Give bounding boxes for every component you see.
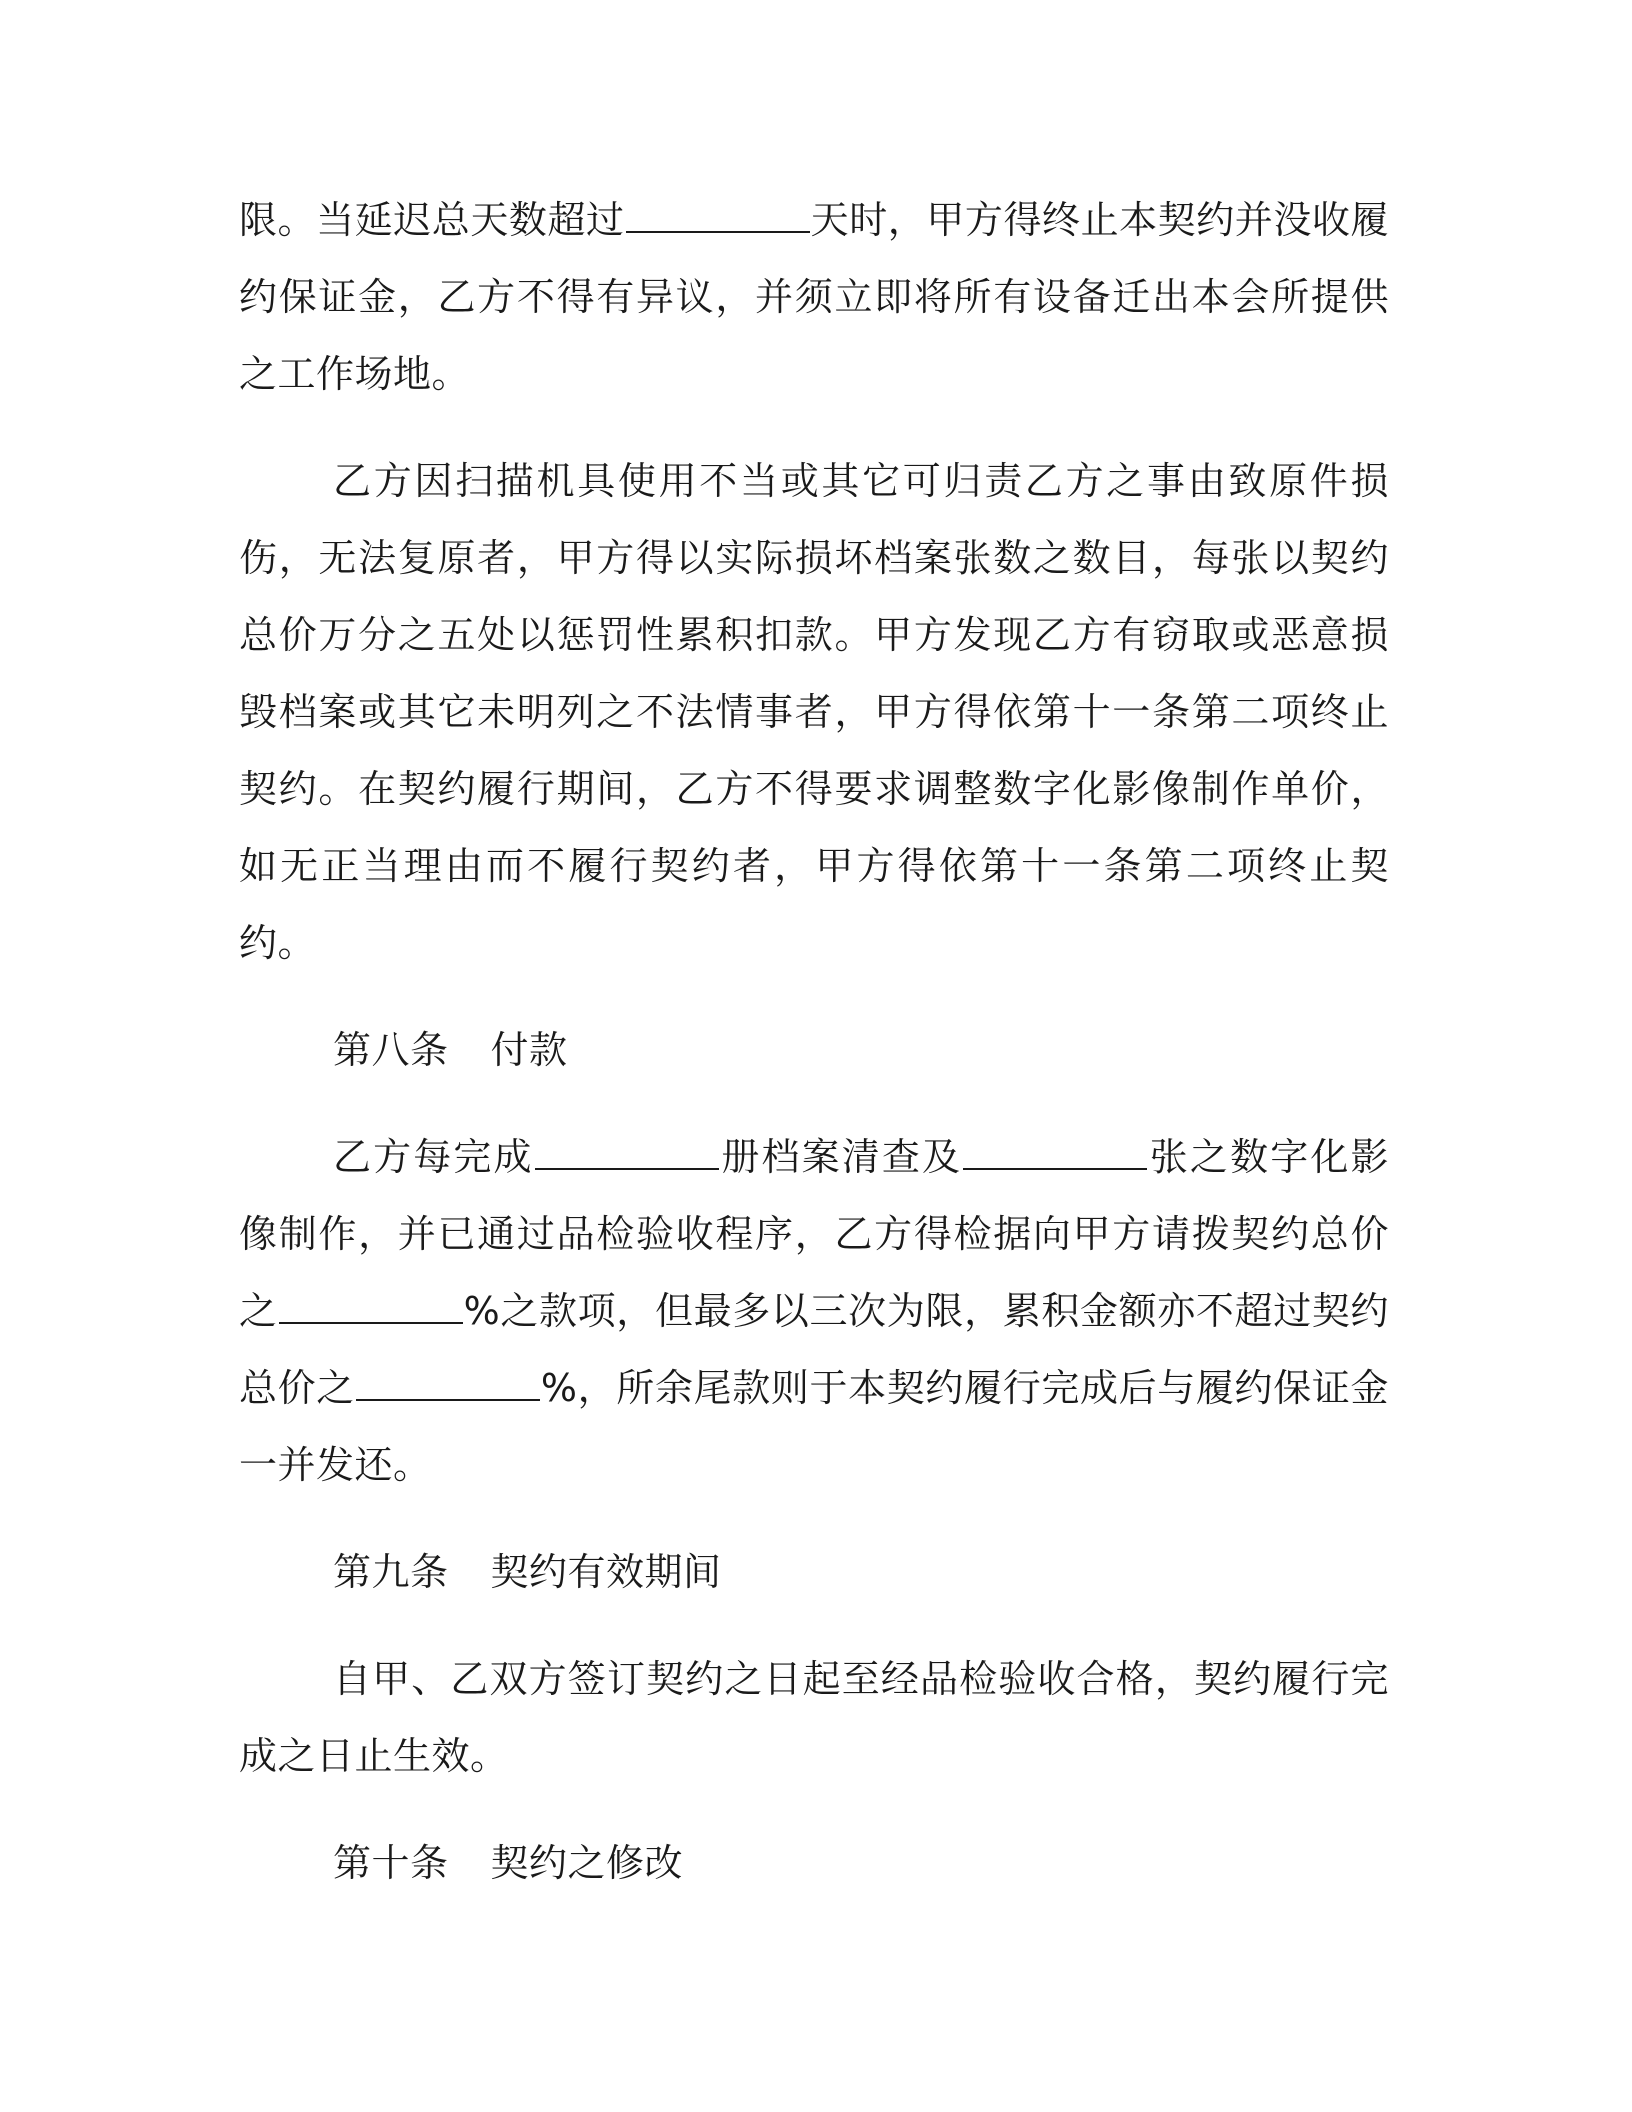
paragraph-payment [239,1119,1389,1504]
article-heading-10 [239,1825,1389,1902]
fill-in-blank-percent-installment [279,1292,463,1324]
paragraph-text: 天时，甲方得终止本契约并没收履约保证金，乙方不得有异议，并须立即将所有设备迁出本会所提供之工作场地。 [239,198,1389,396]
fill-in-blank-sheets [963,1138,1147,1170]
paragraph-text: %之款项，但最多以三次为限，累积金额亦不超过契约总价之 [239,1289,1389,1410]
article-number: 第八条 [333,1028,449,1072]
article-title: 付款 [490,1028,568,1072]
paragraph-validity-period: 自甲、乙双方签订契约之日起至经品检验收合格，契约履行完成之日止生效。 [239,1657,1389,1778]
paragraph-text: 限。当延迟总天数超过 [239,198,625,242]
article-title: 契约有效期间 [490,1550,722,1594]
article-heading-8 [239,1012,1389,1089]
paragraph-text: %，所余尾款则于本契约履行完成后与履约保证金一并发还。 [239,1366,1389,1487]
article-number: 第十条 [333,1841,449,1885]
paragraph-damage-penalty: 乙方因扫描机具使用不当或其它可归责乙方之事由致原件损伤，无法复原者，甲方得以实际损坏档案张数之数目，每张以契约总价万分之五处以惩罚性累积扣款。甲方发现乙方有窃取或恶意损毁档案或其它未明列之不法情事者，甲方得依第十一条第二项终止契约。在契约履行期间，乙方不得要求调整数字化影像制作单价，如无正当理由而不履行契约者，甲方得依第十一条第二项终止契约。 [239,459,1389,965]
fill-in-blank-days [626,201,810,233]
paragraph-text: 乙方每完成 [333,1135,534,1179]
article-heading-9 [239,1534,1389,1611]
fill-in-blank-volumes [535,1138,719,1170]
paragraph-text: 册档案清查及 [719,1135,963,1179]
paragraph-text: 张之数字化影像制作，并已通过品检验收程序，乙方得检据向甲方请拨契约总价之 [239,1135,1389,1333]
document-body [239,182,1389,1902]
paragraph-delay-termination [239,182,1389,413]
article-number: 第九条 [333,1550,449,1594]
article-title: 契约之修改 [490,1841,684,1885]
fill-in-blank-percent-total [356,1369,540,1401]
